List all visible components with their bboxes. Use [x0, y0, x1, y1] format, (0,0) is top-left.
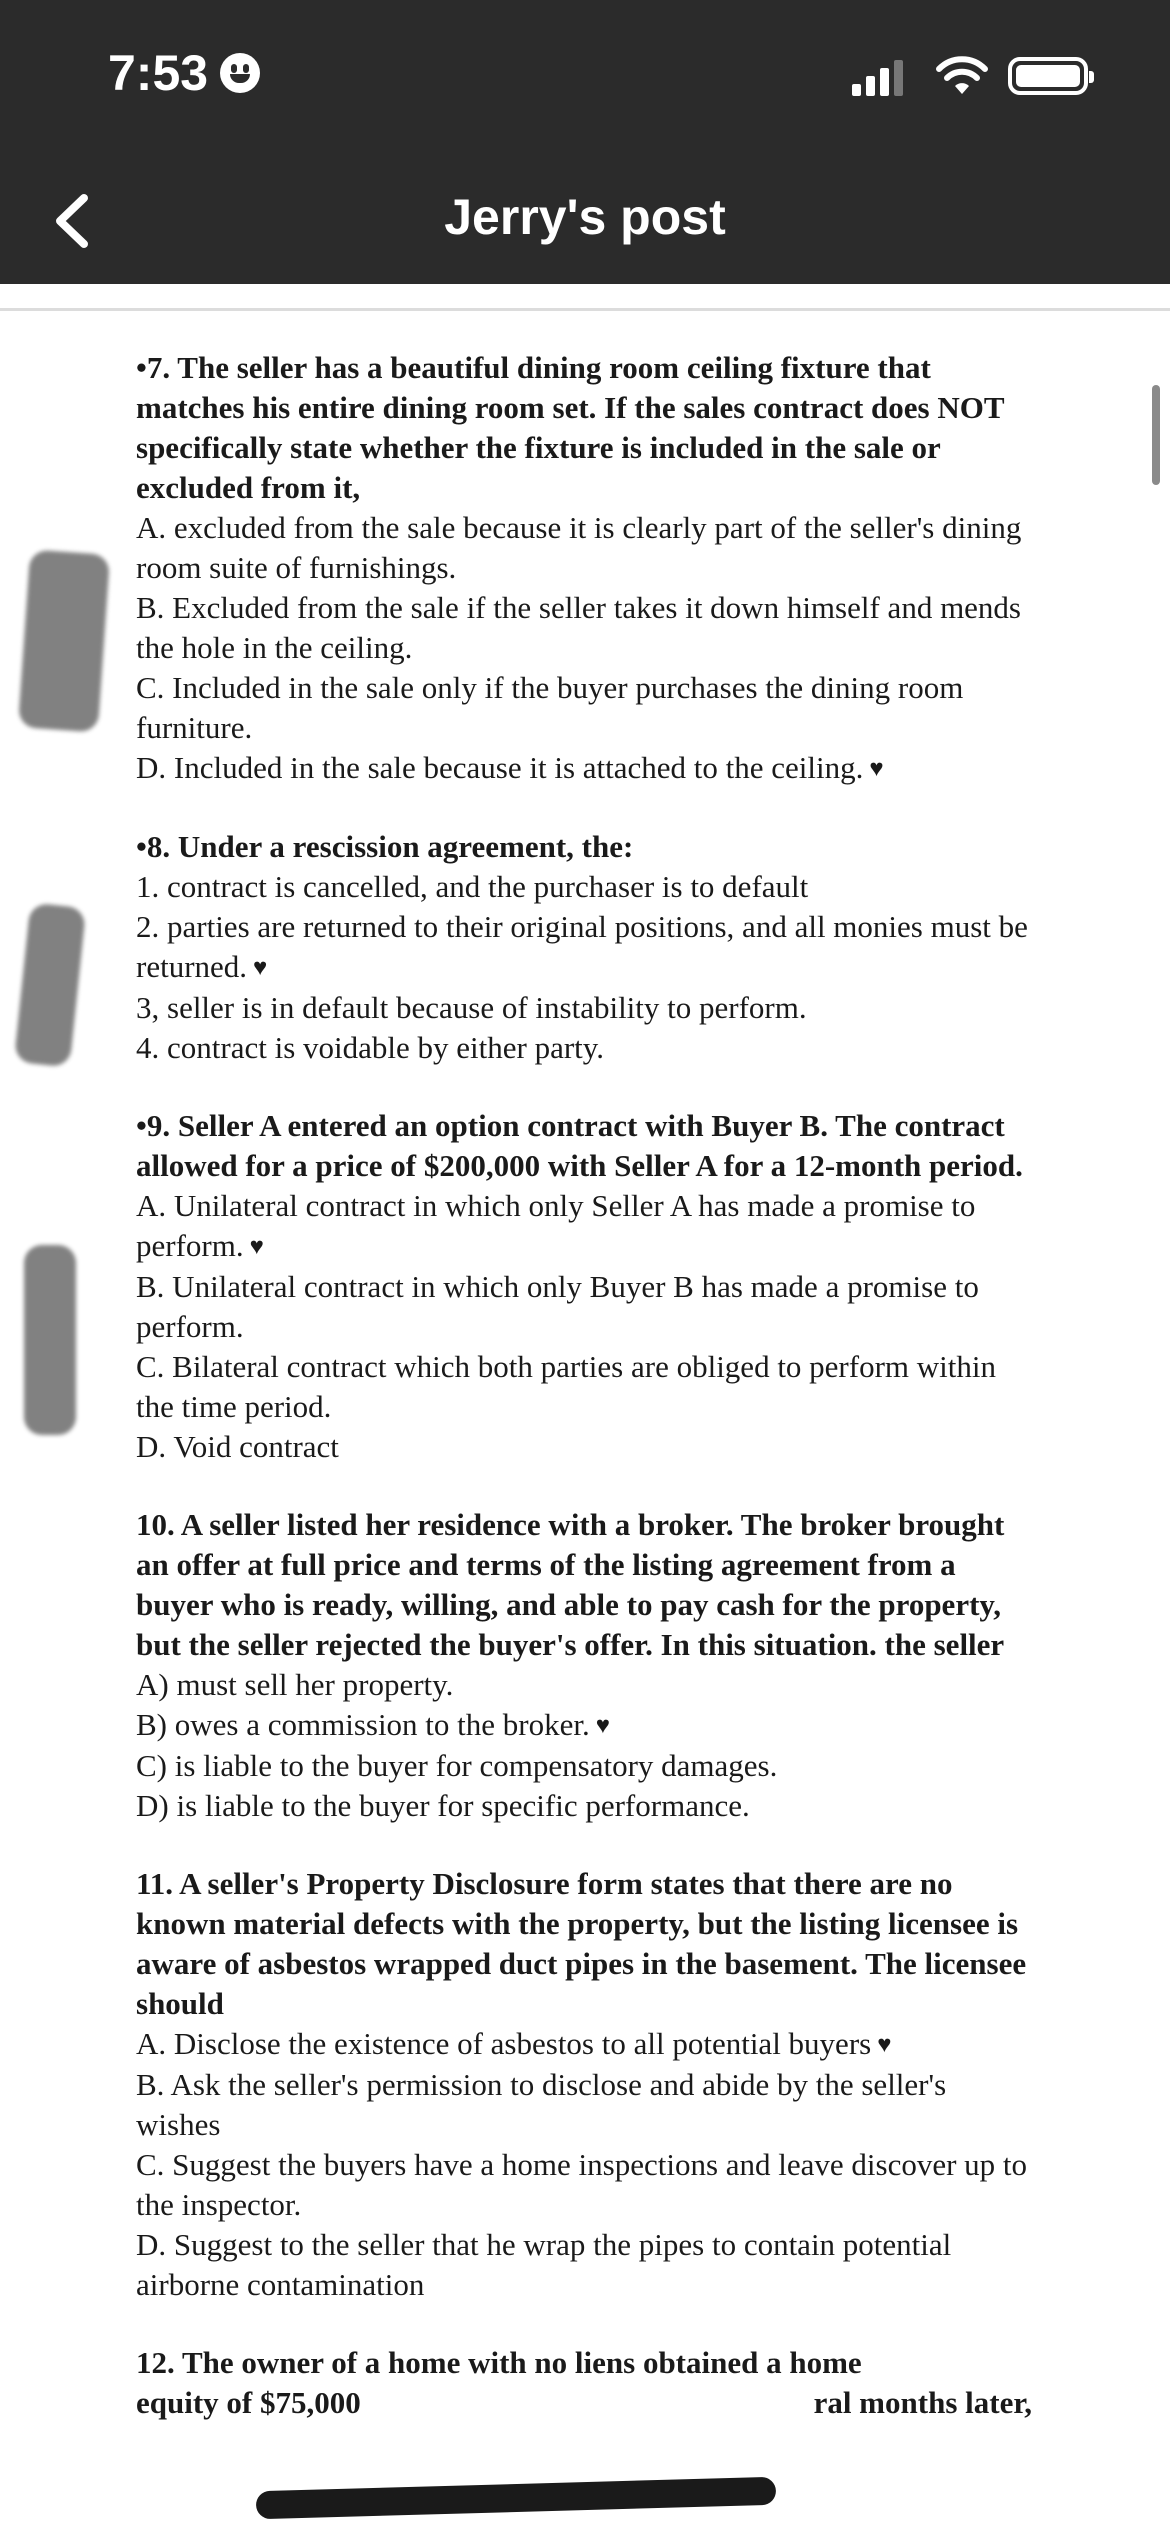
nav-bar [0, 160, 1170, 284]
page-title: Jerry's post [444, 189, 726, 245]
question-text: •7. The seller has a beautiful dining room ceiling fixture that matches his entire dining room set. If the sales contract does NOT specifically state whether the fixture is included in the sale or excluded from it, [136, 350, 1004, 505]
question-text: 10. A seller listed her residence with a broker. The broker brought an offer at full price and terms of the listing agreement from a buyer who is ready, willing, and able to pay cash for the property, but the seller rejected the buyer's offer. In this situation. the seller [136, 1507, 1005, 1662]
question-9 [136, 1106, 1036, 1467]
question-10 [136, 1505, 1036, 1826]
heart-icon: ♥ [595, 1713, 610, 1739]
answer-option: C) is liable to the buyer for compensatory damages. [136, 1748, 778, 1783]
question-text: 12. The owner of a home with no liens obtained a home [136, 2345, 862, 2380]
question-text: •8. Under a rescission agreement, the: [136, 829, 634, 864]
answer-option: C. Suggest the buyers have a home inspections and leave discover up to the inspector. [136, 2147, 1028, 2222]
question-text-partial: equity of $75,000 ral months later, [136, 2385, 1032, 2420]
finger-smudge [24, 1245, 76, 1435]
answer-option-marked: B) owes a commission to the broker. ♥ [136, 1707, 610, 1742]
divider [0, 308, 1170, 311]
wifi-icon [936, 56, 988, 96]
question-11 [136, 1864, 1036, 2305]
question-text: 11. A seller's Property Disclosure form states that there are no known material defects with the property, but the listing licensee is aware of asbestos wrapped duct pipes in the basement. The licensee should [136, 1866, 1027, 2021]
battery-icon [1008, 57, 1088, 95]
clock [108, 44, 260, 102]
finger-smudge [14, 903, 86, 1068]
heart-icon: ♥ [253, 955, 268, 981]
answer-option: A. excluded from the sale because it is clearly part of the seller's dining room suite of furnishings. [136, 510, 1022, 585]
answer-option: C. Bilateral contract which both parties are obliged to perform within the time period. [136, 1349, 996, 1424]
question-12 [136, 2343, 1036, 2423]
answer-option: D. Void contract [136, 1429, 339, 1464]
focus-mode-icon [220, 53, 260, 93]
answer-option: D) is liable to the buyer for specific performance. [136, 1788, 750, 1823]
heart-icon: ♥ [869, 756, 884, 782]
answer-option: B. Unilateral contract in which only Buyer B has made a promise to perform. [136, 1269, 979, 1344]
answer-option: B. Ask the seller's permission to disclose and abide by the seller's wishes [136, 2067, 947, 2142]
answer-option-marked: A. Unilateral contract in which only Seller A has made a promise to perform. ♥ [136, 1188, 976, 1263]
cellular-signal-icon [852, 56, 903, 96]
heart-icon: ♥ [877, 2032, 892, 2058]
answer-option: 4. contract is voidable by either party. [136, 1030, 604, 1065]
finger-smudge [18, 549, 110, 732]
answer-option-marked: D. Included in the sale because it is attached to the ceiling. ♥ [136, 750, 884, 785]
answer-option: D. Suggest to the seller that he wrap the pipes to contain potential airborne contamination [136, 2227, 952, 2302]
question-text: •9. Seller A entered an option contract with Buyer B. The contract allowed for a price of $200,000 with Seller A for a 12-month period. [136, 1108, 1023, 1183]
clock-time: 7:53 [108, 45, 209, 101]
question-7 [136, 348, 1036, 789]
question-8 [136, 827, 1036, 1068]
heart-icon: ♥ [249, 1234, 264, 1260]
answer-option-marked: A. Disclose the existence of asbestos to all potential buyers ♥ [136, 2026, 892, 2061]
answer-option: A) must sell her property. [136, 1667, 454, 1702]
answer-option: 3, seller is in default because of instability to perform. [136, 990, 807, 1025]
answer-option-marked: 2. parties are returned to their original positions, and all monies must be returned. ♥ [136, 909, 1028, 984]
answer-option: C. Included in the sale only if the buyer purchases the dining room furniture. [136, 670, 964, 745]
status-bar [0, 0, 1170, 160]
answer-option: B. Excluded from the sale if the seller takes it down himself and mends the hole in the ceiling. [136, 590, 1021, 665]
post-content [136, 348, 1036, 2423]
redaction-scribble [256, 2477, 777, 2520]
answer-option: 1. contract is cancelled, and the purchaser is to default [136, 869, 809, 904]
scrollbar[interactable] [1152, 385, 1160, 485]
